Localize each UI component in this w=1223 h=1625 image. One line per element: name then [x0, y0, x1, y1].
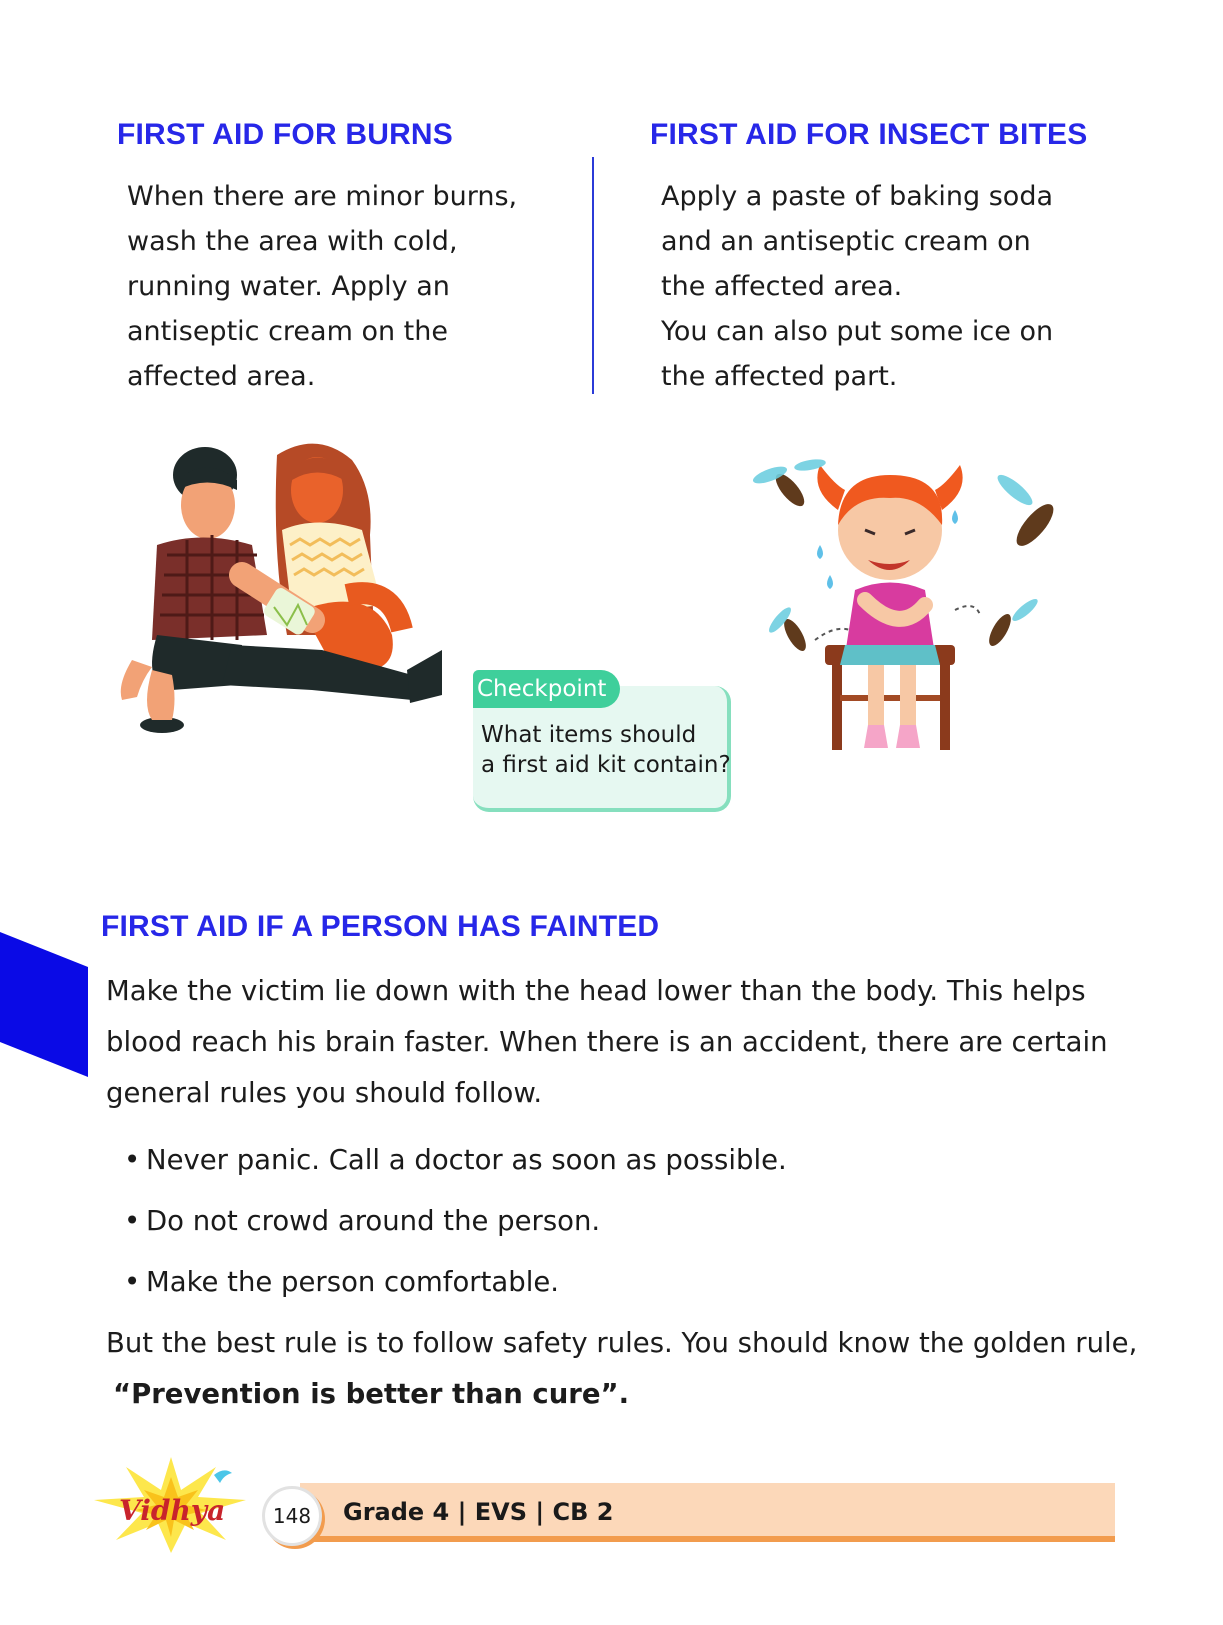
list-item-text: Make the person comfortable. — [146, 1266, 559, 1298]
checkpoint-box — [473, 670, 731, 812]
burns-line: wash the area with cold, — [127, 226, 458, 257]
insect-heading: FIRST AID FOR INSECT BITES — [650, 118, 1088, 151]
bandaging-illustration — [112, 435, 457, 755]
closing-paragraph: But the best rule is to follow safety rules. You should know the golden rule, — [106, 1327, 1138, 1359]
bullet-icon: • — [124, 1205, 141, 1237]
fainted-line: general rules you should follow. — [106, 1077, 543, 1109]
bullet-icon: • — [124, 1266, 141, 1298]
side-tab-marker — [0, 932, 88, 1077]
checkpoint-label: Checkpoint — [473, 670, 620, 708]
fainted-line: Make the victim lie down with the head lower than the body. This helps — [106, 975, 1086, 1007]
insect-line: the affected area. — [661, 271, 903, 302]
burns-line: antiseptic cream on the — [127, 316, 448, 347]
insect-line: Apply a paste of baking soda — [661, 181, 1054, 212]
list-item-text: Do not crowd around the person. — [146, 1205, 601, 1237]
burns-line: When there are minor burns, — [127, 181, 518, 212]
page-number: 148 — [272, 1504, 312, 1528]
golden-rule-motto: “Prevention is better than cure”. — [113, 1378, 630, 1410]
fainted-line: blood reach his brain faster. When there is an accident, there are certain — [106, 1026, 1108, 1058]
insect-line: and an antiseptic cream on — [661, 226, 1031, 257]
list-item — [124, 1130, 787, 1191]
column-divider — [592, 157, 594, 394]
list-item-text: Never panic. Call a doctor as soon as possible. — [146, 1144, 787, 1176]
logo-text: Vidhya — [119, 1494, 226, 1527]
checkpoint-question — [481, 720, 731, 780]
burns-heading: FIRST AID FOR BURNS — [117, 118, 454, 151]
insect-line: You can also put some ice on — [661, 316, 1054, 347]
insect-line: the affected part. — [661, 361, 898, 392]
fainted-heading: FIRST AID IF A PERSON HAS FAINTED — [101, 910, 660, 943]
bullet-icon: • — [124, 1144, 141, 1176]
rules-list — [124, 1130, 787, 1313]
burns-line: affected area. — [127, 361, 316, 392]
insect-bite-illustration — [750, 450, 1100, 770]
list-item — [124, 1252, 787, 1313]
checkpoint-question-line: a first aid kit contain? — [481, 752, 731, 778]
checkpoint-question-line: What items should — [481, 722, 697, 748]
footer-book-info: Grade 4 | EVS | CB 2 — [343, 1498, 614, 1526]
page-number-badge — [262, 1486, 322, 1546]
insect-paragraph — [661, 174, 1121, 399]
burns-line: running water. Apply an — [127, 271, 450, 302]
list-item — [124, 1191, 787, 1252]
fainted-paragraph — [106, 966, 1146, 1119]
burns-paragraph — [127, 174, 557, 399]
footer-accent-strip — [300, 1536, 1115, 1542]
